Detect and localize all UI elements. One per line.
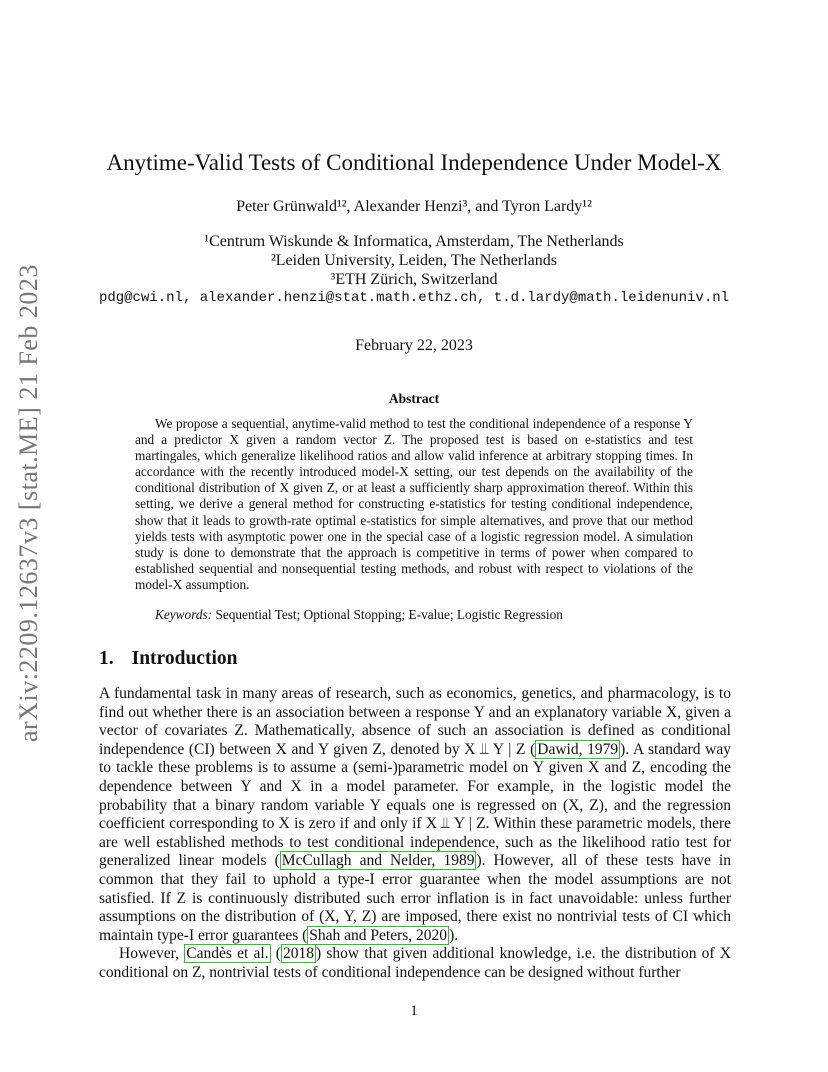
keywords-line xyxy=(155,607,563,623)
text-run: ). xyxy=(449,926,459,944)
text-run: ( xyxy=(270,945,281,963)
publication-date: February 22, 2023 xyxy=(355,337,473,354)
citation-link[interactable]: Candès et al. xyxy=(186,945,269,963)
author-emails: pdg@cwi.nl, alexander.henzi@stat.math.ethz.ch, t.d.lardy@math.leidenuniv.nl xyxy=(98,290,730,306)
citation-link[interactable]: Shah and Peters, 2020 xyxy=(309,926,448,944)
author-list: Peter Grünwald¹², Alexander Henzi³, and Tyron Lardy¹² xyxy=(236,198,592,215)
text-run: ). However, all of these tests have in common that they fail to uphold a type-I error guarantee when the model assumptions are not satisfied. If Z is continuously distributed such error inflation is in fact unavoidable: unless further assumptions on the distribution of (X, Y, Z) are imposed, there exist no nontrivial tests of CI which maintain type-I error guarantees ( xyxy=(99,852,731,944)
section-title: Introduction xyxy=(131,648,238,669)
body-text xyxy=(99,685,731,983)
text-run: ). A standard way to tackle these problems is to assume a (semi-)parametric model on Y given X and Z, encoding the dependence between Y and X in a model parameter. For example, in the logistic model the probability that a binary random variable Y equals one is regressed on (X, Z), and the regression coefficient corresponding to X is zero if and only if X ⫫ Y | Z. Within these parametric models, there are well established methods to test conditional independence, such as the likelihood ratio test for generalized linear models ( xyxy=(99,740,732,870)
affiliations xyxy=(0,232,828,308)
citation-link[interactable]: 2018 xyxy=(282,945,314,963)
text-run: A fundamental task in many areas of research, such as economics, genetics, and pharmacology, is to find out whether there is an association between a response Y and an explanatory variable X, given a vector of covariates Z. Mathematically, absence of such an association is defined as conditional independence (CI) between X and Y given Z, denoted by X ⫫ Y | Z ( xyxy=(99,685,731,758)
page-number: 1 xyxy=(410,1003,418,1019)
paragraph-2 xyxy=(99,945,731,982)
affiliation-2: ²Leiden University, Leiden, The Netherlands xyxy=(270,252,558,269)
abstract-heading: Abstract xyxy=(388,391,440,406)
paragraph-1 xyxy=(99,685,731,945)
section-heading xyxy=(99,648,237,670)
paper-title: Anytime-Valid Tests of Conditional Independence Under Model-X xyxy=(106,150,722,175)
abstract-text: We propose a sequential, anytime-valid method to test the conditional independence of a response Y and a predictor X given a random vector Z. The proposed test is based on e-statistics and test martingales, which generalize likelihood ratios and allow valid inference at arbitrary stopping times. In accordance with the recently introduced model-X setting, our test depends on the availability of the conditional distribution of X given Z, or at least a sufficiently sharp approximation thereof. Within this setting, we derive a general method for constructing e-statistics for testing conditional independence, show that it leads to growth-rate optimal e-statistics for simple alternatives, and prove that our method yields tests with asymptotic power one in the special case of a logistic regression model. A simulation study is done to demonstrate that the approach is competitive in terms of power when compared to established sequential and nonsequential testing methods, and robust with respect to violations of the model-X assumption. xyxy=(135,416,693,592)
keywords-list: Sequential Test; Optional Stopping; E-value; Logistic Regression xyxy=(215,607,563,622)
keywords-label: Keywords: xyxy=(155,607,213,622)
arxiv-identifier: arXiv:2209.12637v3 [stat.ME] 21 Feb 2023 xyxy=(14,264,43,742)
section-number: 1. xyxy=(99,648,114,669)
citation-link[interactable]: McCullagh and Nelder, 1989 xyxy=(281,852,475,870)
affiliation-1: ¹Centrum Wiskunde & Informatica, Amsterdam, The Netherlands xyxy=(204,233,624,250)
text-run: ) show that given additional knowledge, i.e. the distribution of X conditional on Z, nontrivial tests of conditional independence can be designed without further xyxy=(99,945,731,981)
affiliation-3: ³ETH Zürich, Switzerland xyxy=(330,271,498,288)
citation-link[interactable]: Dawid, 1979 xyxy=(537,740,619,758)
text-run: However, xyxy=(119,945,185,963)
